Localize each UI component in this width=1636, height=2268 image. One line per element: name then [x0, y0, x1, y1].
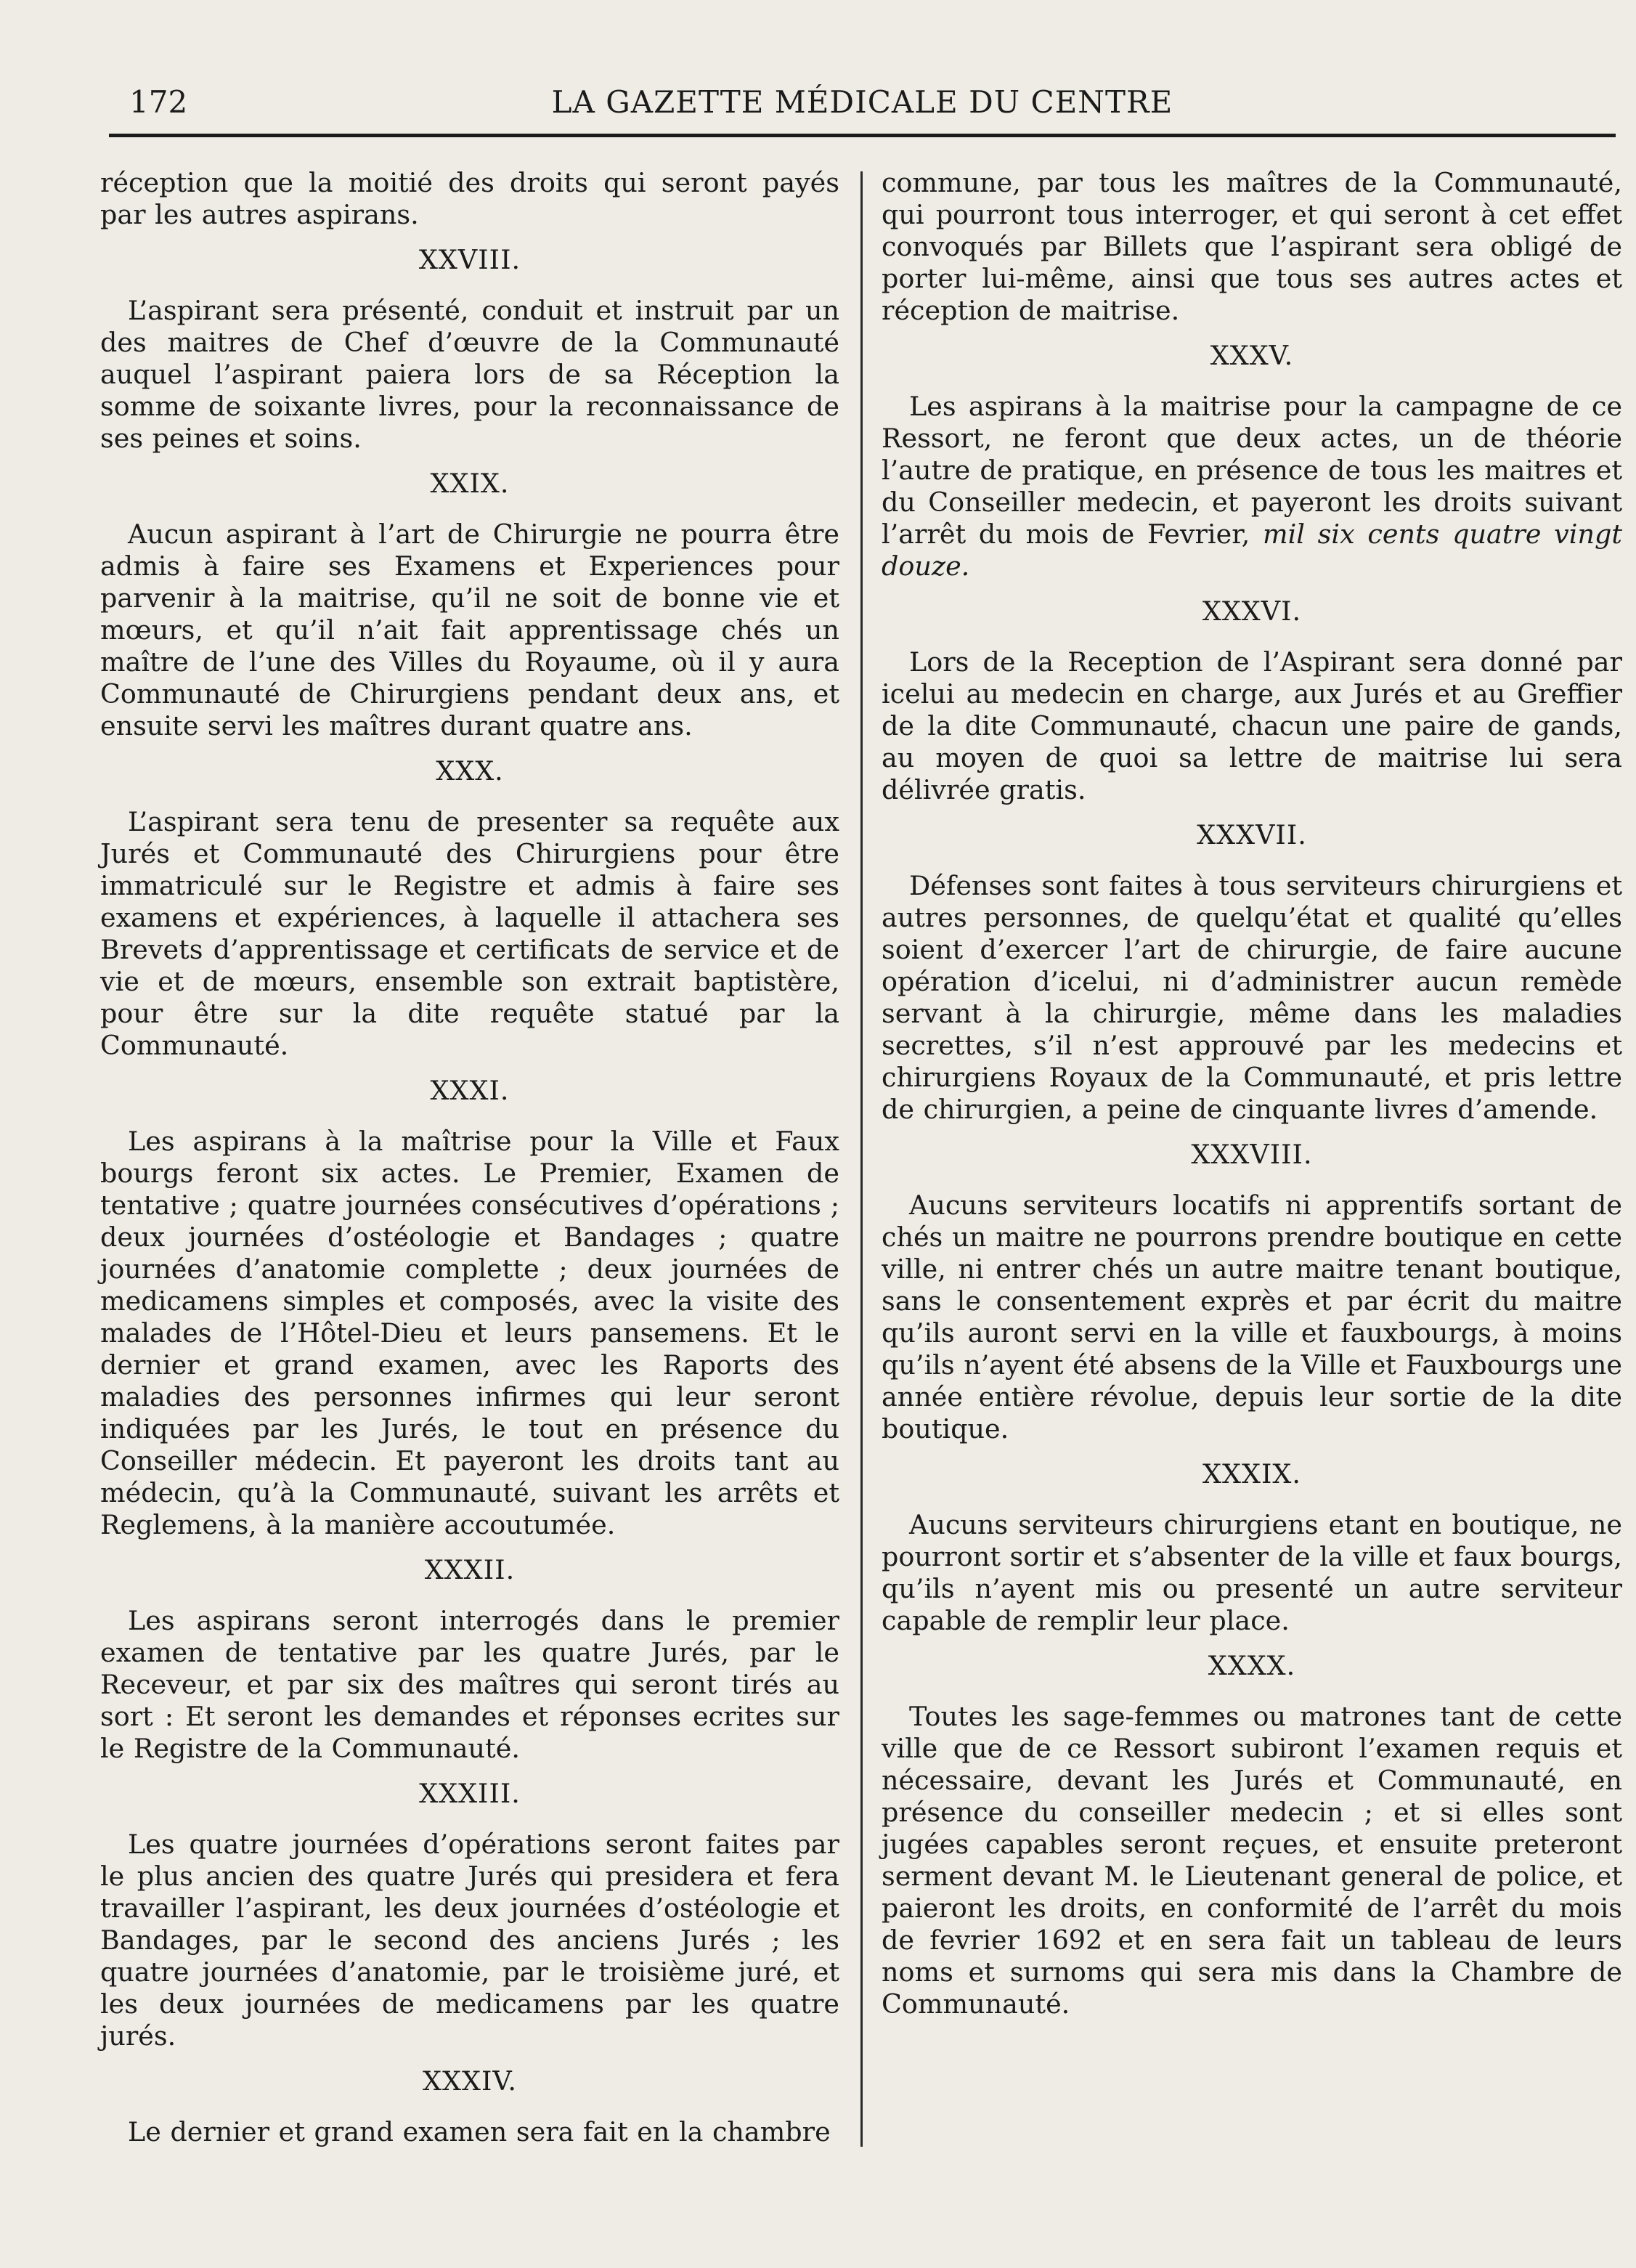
- header-rule: [109, 134, 1616, 137]
- article-paragraph: [100, 2116, 839, 2148]
- article-number: XXX.: [436, 755, 504, 787]
- paragraph-text: Lors de la Reception de l’Aspirant sera donné par icelui au medecin en charge, aux Jurés et au Greffier de la dite Communauté, chacun une paire de gands, au moyen de quoi sa lettre de maitrise lui sera délivrée gratis.: [882, 646, 1622, 805]
- article-number: XXIX.: [430, 468, 510, 499]
- paragraph-text: Aucuns serviteurs chirurgiens etant en boutique, ne pourront sortir et s’absenter de la ville et faux bourgs, qu’ils n’ayent mis ou presenté un autre serviteur capable de remplir leur place.: [882, 1509, 1622, 1636]
- article-paragraph: [100, 295, 839, 455]
- article-paragraph: [882, 1509, 1622, 1637]
- article-paragraph: [882, 1701, 1622, 2020]
- paragraph-text: L’aspirant sera tenu de presenter sa requête aux Jurés et Communauté des Chirurgiens pour être immatriculé sur le Registre et admis à faire ses examens et expériences, à laquelle il attachera ses Brevets d’apprentissage et certificats de service et de vie et de mœurs, ensemble son extrait baptistère, pour être sur la dite requête statué par la Communauté.: [100, 806, 839, 1061]
- paragraph-text: Les quatre journées d’opérations seront faites par le plus ancien des quatre Jurés qui presidera et fera travailler l’aspirant, les deux journées d’ostéologie et Bandages, par le second des anciens Jurés ; les quatre journées d’anatomie, par le troisième juré, et les deux journées de medicamens par les quatre jurés.: [100, 1829, 839, 2052]
- article-paragraph: [100, 1829, 839, 2052]
- article-number: XXXVI.: [1202, 596, 1302, 627]
- paragraph-text: L’aspirant sera présenté, conduit et instruit par un des maitres de Chef d’œuvre de la Communauté auquel l’aspirant paiera lors de sa Réception la somme de soixante livres, pour la reconnaissance de ses peines et soins.: [100, 295, 839, 454]
- paragraph-text: Les aspirans à la maitrise pour la campagne de ce Ressort, ne feront que deux actes, un de théorie l’autre de pratique, en présence de tous les maitres et du Conseiller medecin, et payeront les droits suivant l’arrêt du mois de Fevrier,: [882, 391, 1622, 550]
- right-column: [882, 167, 1622, 2020]
- page-header: [109, 81, 1616, 125]
- paragraph-text: Défenses sont faites à tous serviteurs chirurgiens et autres personnes, de quelqu’état et qualité qu’elles soient d’exercer l’art de chirurgie, de faire aucune opération d’icelui, ni d’administrer aucun remède servant à la chirurgie, même dans les maladies secrettes, s’il n’est approuvé par les medecins et chirurgiens Royaux de la Communauté, et pris lettre de chirurgien, a peine de cinquante livres d’amende.: [882, 870, 1622, 1125]
- running-title: LA GAZETTE MÉDICALE DU CENTRE: [551, 84, 1173, 120]
- paragraph-text: Les aspirans à la maîtrise pour la Ville et Faux bourgs feront six actes. Le Premier, Examen de tentative ; quatre journées consécutives d’opérations ; deux journées d’ostéologie et Bandages ; quatre journées d’anatomie complette ; deux journées de medicamens simples et composés, avec la visite des malades de l’Hôtel-Dieu et leurs pansemens. Et le dernier et grand examen, avec les Raports des maladies des personnes infirmes qui leur seront indiquées par les Jurés, le tout en présence du Conseiller médecin. Et payeront les droits tant au médecin, qu’à la Communauté, suivant les arrêts et Reglemens, à la manière accoutumée.: [100, 1126, 839, 1540]
- article-number: XXXII.: [424, 1554, 516, 1585]
- article-paragraph: [100, 519, 839, 742]
- article-paragraph: [882, 870, 1622, 1126]
- paragraph-text: commune, par tous les maîtres de la Communauté, qui pourront tous interroger, et qui seront à cet effet convoqués par Billets que l’aspirant sera obligé de porter lui-même, ainsi que tous ses autres actes et réception de maitrise.: [882, 167, 1622, 326]
- page-number: 172: [129, 84, 188, 120]
- article-paragraph: [100, 1605, 839, 1765]
- article-paragraph: [100, 806, 839, 1062]
- article-paragraph: [882, 646, 1622, 806]
- article-number: XXXV.: [1210, 340, 1294, 371]
- left-column: [100, 167, 839, 2148]
- paragraph-text: Toutes les sage-femmes ou matrones tant de cette ville que de ce Ressort subiront l’examen requis et nécessaire, devant les Jurés et Communauté, en présence du conseiller medecin ; et si elles sont jugées capables seront reçues, et ensuite preteront serment devant M. le Lieutenant general de police, et paieront les droits, en conformité de l’arrêt du mois de fevrier 1692 et en sera fait un tableau de leurs noms et surnoms qui sera mis dans la Chambre de Communauté.: [882, 1701, 1622, 2020]
- column-divider: [860, 171, 863, 2147]
- article-number: XXXIV.: [423, 2065, 517, 2097]
- article-number: XXXIX.: [1202, 1458, 1301, 1489]
- paragraph-text: réception que la moitié des droits qui seront payés par les autres aspirans.: [100, 167, 839, 230]
- article-paragraph: [882, 1190, 1622, 1445]
- article-number: XXXVIII.: [1191, 1139, 1313, 1170]
- article-paragraph: [100, 167, 839, 231]
- paragraph-text: Aucun aspirant à l’art de Chirurgie ne pourra être admis à faire ses Examens et Experiences pour parvenir à la maitrise, qu’il ne soit de bonne vie et mœurs, et qu’il n’ait fait apprentissage chés un maître de l’une des Villes du Royaume, où il y aura Communauté de Chirurgiens pendant deux ans, et ensuite servi les maîtres durant quatre ans.: [100, 519, 839, 741]
- article-paragraph: [100, 1126, 839, 1541]
- paragraph-text: Les aspirans seront interrogés dans le premier examen de tentative par les quatre Jurés, par le Receveur, et par six des maîtres qui seront tirés au sort : Et seront les demandes et réponses ecrites sur le Registre de la Communauté.: [100, 1605, 839, 1764]
- article-number: XXVIII.: [418, 244, 521, 275]
- article-number: XXXI.: [430, 1075, 510, 1106]
- article-number: XXXIII.: [419, 1778, 521, 1809]
- article-number: XXXX.: [1208, 1650, 1296, 1681]
- italic-text: mil six cents quatre vingt douze.: [882, 519, 1622, 582]
- paragraph-text: Le dernier et grand examen sera fait en la chambre: [128, 2116, 831, 2147]
- article-paragraph: [882, 167, 1622, 327]
- article-number: XXXVII.: [1197, 819, 1307, 850]
- article-paragraph: [882, 391, 1622, 582]
- paragraph-text: Aucuns serviteurs locatifs ni apprentifs sortant de chés un maitre ne pourrons prendre boutique en cette ville, ni entrer chés un autre maitre tenant boutique, sans le consentement exprès et par écrit du maitre qu’ils auront servi en la ville et fauxbourgs, à moins qu’ils n’ayent été absens de la Ville et Fauxbourgs une année entière révolue, depuis leur sortie de la dite boutique.: [882, 1190, 1622, 1444]
